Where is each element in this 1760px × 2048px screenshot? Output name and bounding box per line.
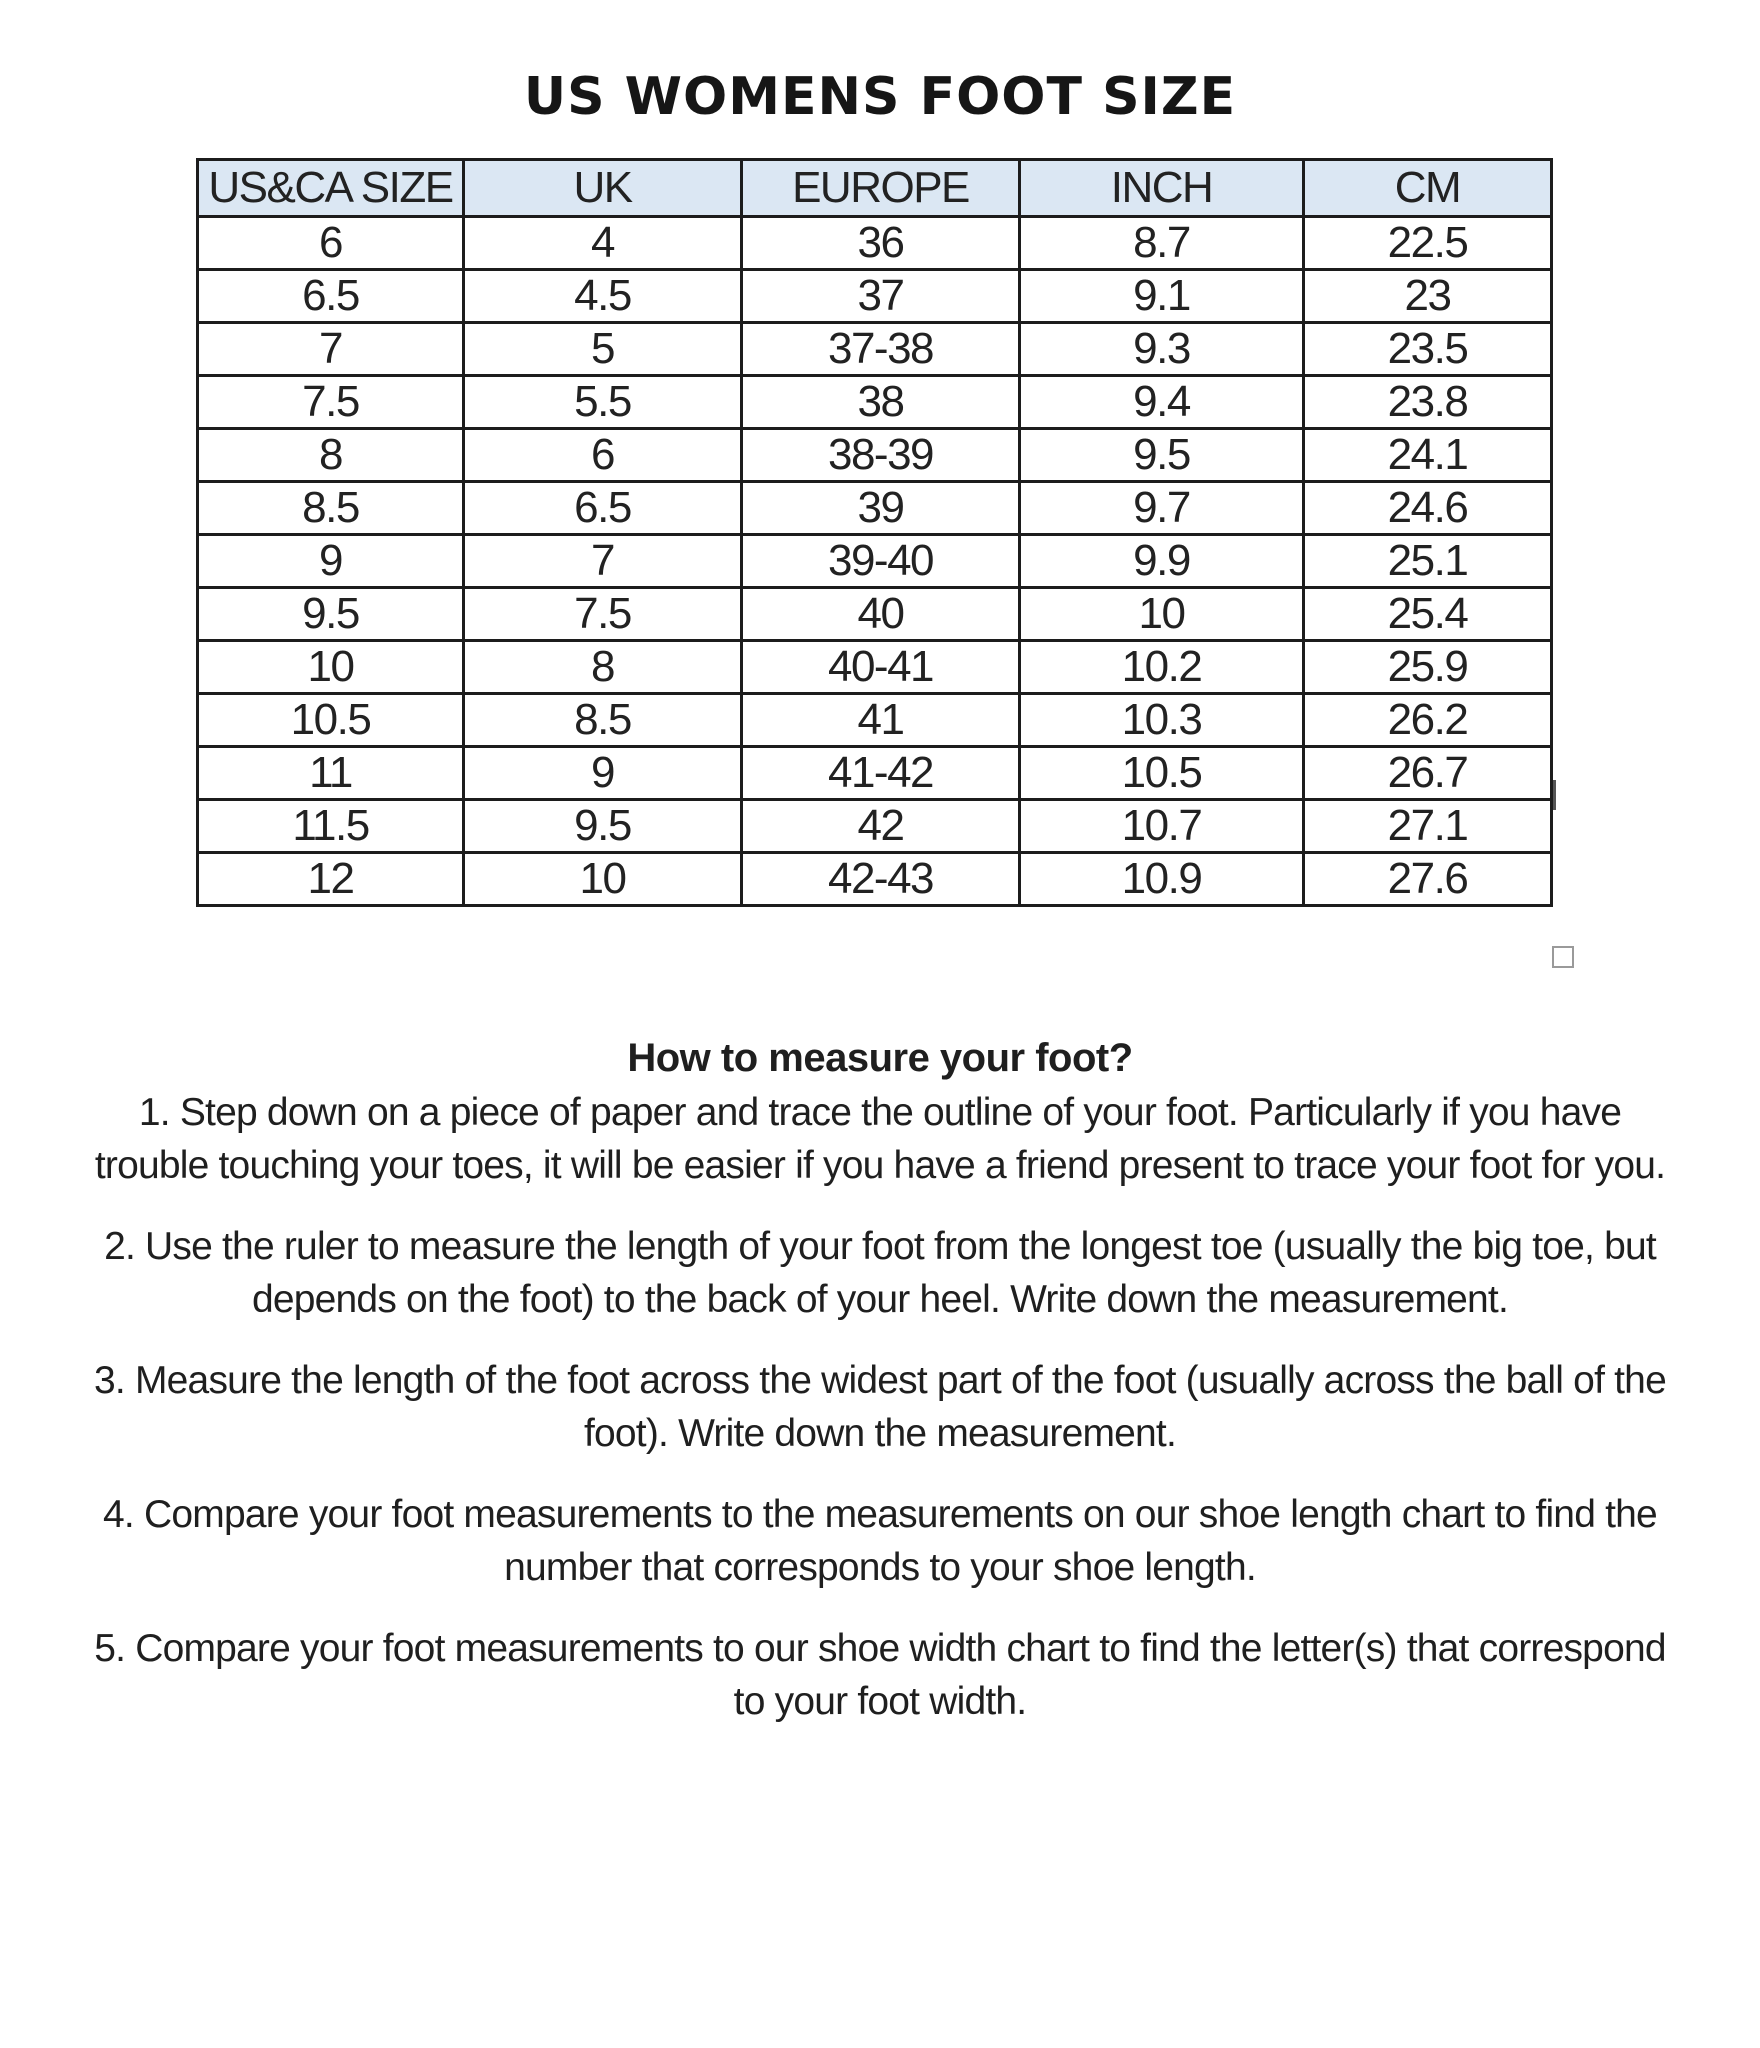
table-row — [198, 323, 1552, 376]
cell-inch: 9.5 — [1020, 429, 1304, 482]
cell-cm: 26.2 — [1304, 694, 1552, 747]
cell-inch: 10.2 — [1020, 641, 1304, 694]
cell-cm: 27.1 — [1304, 800, 1552, 853]
cell-europe: 36 — [742, 217, 1020, 270]
cell-us-ca-size: 8.5 — [198, 482, 464, 535]
cell-cm: 24.1 — [1304, 429, 1552, 482]
cell-europe: 39-40 — [742, 535, 1020, 588]
size-chart-table — [196, 158, 1553, 907]
cell-cm: 27.6 — [1304, 853, 1552, 906]
text-cursor-mark — [1553, 780, 1556, 810]
cell-us-ca-size: 10.5 — [198, 694, 464, 747]
table-body — [198, 217, 1552, 906]
instruction-steps — [90, 1086, 1670, 1728]
cell-us-ca-size: 7.5 — [198, 376, 464, 429]
cell-uk: 6 — [464, 429, 742, 482]
cell-us-ca-size: 8 — [198, 429, 464, 482]
cell-inch: 9.4 — [1020, 376, 1304, 429]
column-header-uk: UK — [464, 160, 742, 217]
cell-inch: 9.7 — [1020, 482, 1304, 535]
cell-us-ca-size: 10 — [198, 641, 464, 694]
cell-us-ca-size: 11 — [198, 747, 464, 800]
cell-uk: 10 — [464, 853, 742, 906]
table-row — [198, 800, 1552, 853]
cell-uk: 8.5 — [464, 694, 742, 747]
table-row — [198, 217, 1552, 270]
cell-uk: 4.5 — [464, 270, 742, 323]
cell-inch: 9.3 — [1020, 323, 1304, 376]
instruction-step-5: 5. Compare your foot measurements to our shoe width chart to find the letter(s) that correspond to your foot width. — [94, 1627, 1666, 1723]
column-header-inch: INCH — [1020, 160, 1304, 217]
cell-europe: 42 — [742, 800, 1020, 853]
cell-europe: 42-43 — [742, 853, 1020, 906]
cell-europe: 40 — [742, 588, 1020, 641]
cell-us-ca-size: 7 — [198, 323, 464, 376]
table-row — [198, 853, 1552, 906]
table-row — [198, 535, 1552, 588]
cell-europe: 41-42 — [742, 747, 1020, 800]
cell-europe: 41 — [742, 694, 1020, 747]
cell-europe: 37 — [742, 270, 1020, 323]
cell-uk: 7.5 — [464, 588, 742, 641]
cell-uk: 7 — [464, 535, 742, 588]
cell-europe: 37-38 — [742, 323, 1020, 376]
measuring-instructions — [90, 1030, 1670, 1756]
cell-us-ca-size: 9.5 — [198, 588, 464, 641]
cell-cm: 22.5 — [1304, 217, 1552, 270]
cell-cm: 23 — [1304, 270, 1552, 323]
table-resize-handle[interactable] — [1552, 946, 1574, 968]
cell-cm: 23.8 — [1304, 376, 1552, 429]
cell-uk: 4 — [464, 217, 742, 270]
cell-inch: 9.1 — [1020, 270, 1304, 323]
cell-us-ca-size: 11.5 — [198, 800, 464, 853]
table-header-row — [198, 160, 1552, 217]
instruction-step-2: 2. Use the ruler to measure the length of your foot from the longest toe (usually the big toe, but depends on the foot) to the back of your heel. Write down the measurement. — [104, 1225, 1656, 1321]
cell-inch: 10.7 — [1020, 800, 1304, 853]
table-row — [198, 588, 1552, 641]
table-row — [198, 641, 1552, 694]
cell-cm: 25.1 — [1304, 535, 1552, 588]
column-header-us-ca-size: US&CA SIZE — [198, 160, 464, 217]
cell-cm: 24.6 — [1304, 482, 1552, 535]
table-row — [198, 270, 1552, 323]
cell-cm: 23.5 — [1304, 323, 1552, 376]
instructions-heading: How to measure your foot? — [627, 1036, 1133, 1080]
cell-us-ca-size: 6.5 — [198, 270, 464, 323]
table-row — [198, 747, 1552, 800]
cell-inch: 9.9 — [1020, 535, 1304, 588]
cell-cm: 26.7 — [1304, 747, 1552, 800]
instruction-step-1: 1. Step down on a piece of paper and trace the outline of your foot. Particularly if you have trouble touching your toes, it will be easier if you have a friend present to trace your foot for you. — [94, 1091, 1666, 1187]
cell-uk: 5 — [464, 323, 742, 376]
table-row — [198, 376, 1552, 429]
table-row — [198, 694, 1552, 747]
cell-inch: 10.3 — [1020, 694, 1304, 747]
column-header-cm: CM — [1304, 160, 1552, 217]
cell-us-ca-size: 6 — [198, 217, 464, 270]
column-header-europe: EUROPE — [742, 160, 1020, 217]
cell-us-ca-size: 9 — [198, 535, 464, 588]
cell-uk: 5.5 — [464, 376, 742, 429]
cell-cm: 25.4 — [1304, 588, 1552, 641]
cell-uk: 8 — [464, 641, 742, 694]
instruction-step-4: 4. Compare your foot measurements to the measurements on our shoe length chart to find the number that corresponds to your shoe length. — [103, 1493, 1657, 1589]
cell-europe: 38 — [742, 376, 1020, 429]
cell-us-ca-size: 12 — [198, 853, 464, 906]
instruction-step-3: 3. Measure the length of the foot across the widest part of the foot (usually across the ball of the foot). Write down the measurement. — [94, 1359, 1666, 1455]
cell-europe: 40-41 — [742, 641, 1020, 694]
cell-uk: 6.5 — [464, 482, 742, 535]
page-title: US WOMENS FOOT SIZE — [523, 67, 1237, 127]
table-row — [198, 429, 1552, 482]
table-row — [198, 482, 1552, 535]
cell-uk: 9 — [464, 747, 742, 800]
cell-inch: 10 — [1020, 588, 1304, 641]
cell-europe: 38-39 — [742, 429, 1020, 482]
cell-inch: 10.9 — [1020, 853, 1304, 906]
cell-europe: 39 — [742, 482, 1020, 535]
cell-inch: 10.5 — [1020, 747, 1304, 800]
cell-uk: 9.5 — [464, 800, 742, 853]
cell-inch: 8.7 — [1020, 217, 1304, 270]
cell-cm: 25.9 — [1304, 641, 1552, 694]
